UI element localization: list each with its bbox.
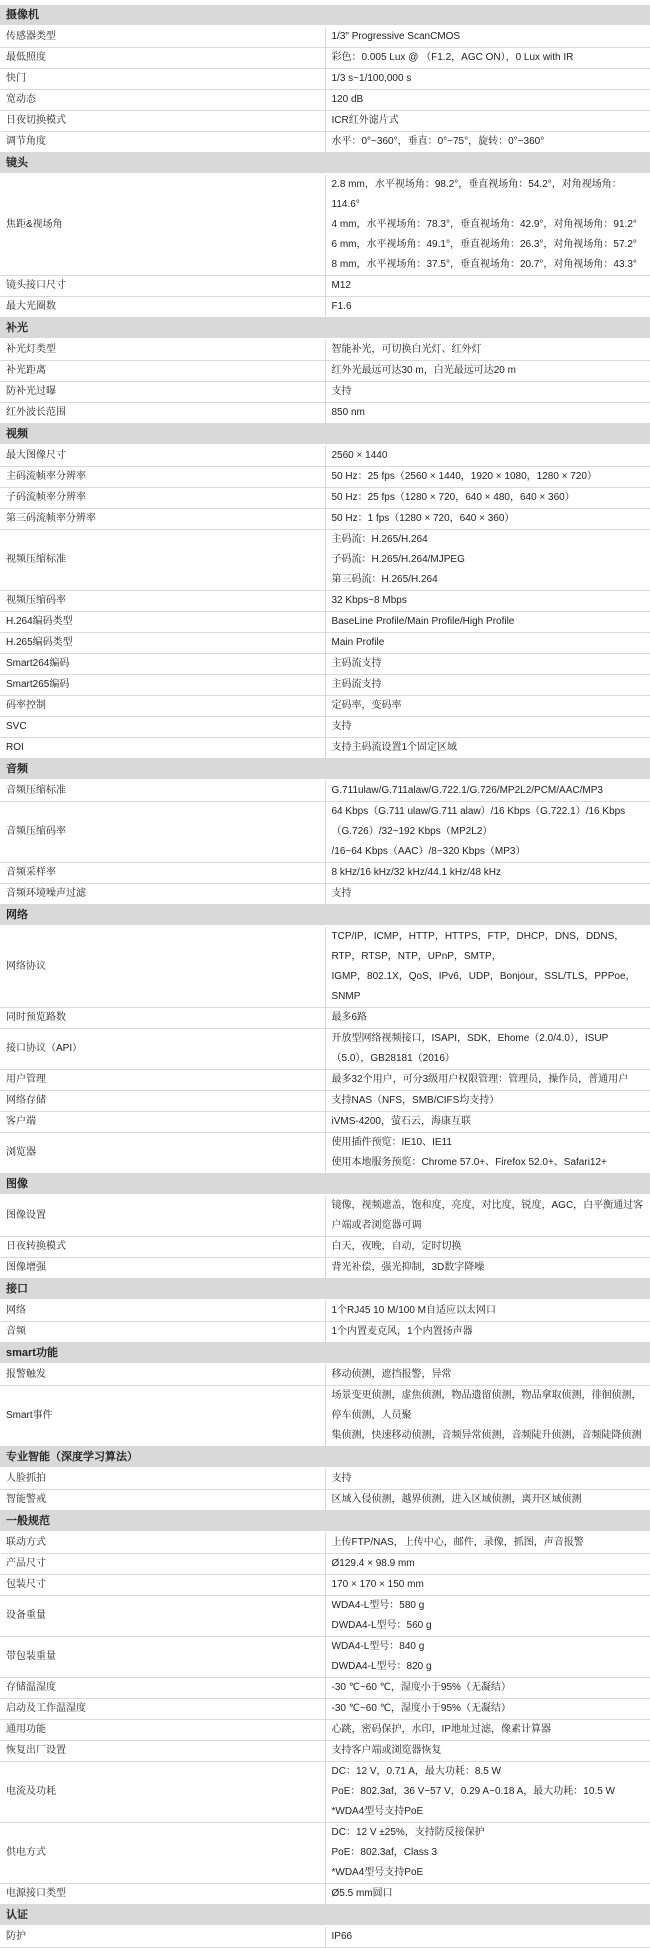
spec-row (0, 1741, 650, 1762)
spec-value-line: -30 ℃~60 ℃，湿度小于95%（无凝结） (331, 1703, 511, 1714)
spec-value (325, 530, 650, 591)
spec-value-line: F1.6 (331, 301, 352, 312)
spec-row (0, 696, 650, 717)
spec-label: 用户管理 (0, 1070, 325, 1091)
spec-value (325, 1008, 650, 1029)
spec-value-line: 支持客户端或浏览器恢复 (331, 1745, 442, 1756)
spec-row (0, 276, 650, 297)
section-header (0, 1343, 650, 1365)
spec-value-line: 开放型网络视频接口，ISAPI，SDK，Ehome（2.0/4.0），ISUP（5.0），GB28181（2016） (331, 1033, 609, 1064)
spec-label: 音频压缩标准 (0, 780, 325, 802)
spec-label: H.265编码类型 (0, 633, 325, 654)
spec-label: 图像设置 (0, 1195, 325, 1237)
spec-value (325, 403, 650, 424)
spec-table (0, 5, 650, 1948)
spec-row (0, 445, 650, 467)
spec-value-line: 使用本地服务预览：Chrome 57.0+、Firefox 52.0+、Safari12+ (331, 1157, 607, 1168)
spec-row (0, 780, 650, 802)
section-title: 音频 (0, 759, 650, 781)
spec-value-line: 120 dB (331, 94, 364, 105)
spec-row (0, 675, 650, 696)
spec-value-line: 1个RJ45 10 M/100 M自适应以太网口 (331, 1305, 496, 1316)
spec-label: 防补光过曝 (0, 382, 325, 403)
spec-value (325, 612, 650, 633)
spec-label: 启动及工作温湿度 (0, 1699, 325, 1720)
spec-label: 日夜切换模式 (0, 111, 325, 132)
section-title: 认证 (0, 1905, 650, 1927)
spec-row (0, 1070, 650, 1091)
spec-value-line: 子码流：H.265/H.264/MJPEG (331, 554, 465, 565)
spec-value-line: Ø5.5 mm圆口 (331, 1888, 393, 1899)
spec-label: 音频 (0, 1322, 325, 1343)
spec-value (325, 1554, 650, 1575)
spec-value (325, 1133, 650, 1174)
spec-label: Smart264编码 (0, 654, 325, 675)
spec-value (325, 717, 650, 738)
section-header (0, 153, 650, 175)
spec-label: 视频压缩码率 (0, 591, 325, 612)
spec-value-line: 850 nm (331, 407, 365, 418)
spec-value-line: M12 (331, 280, 351, 291)
section-title: 镜头 (0, 153, 650, 175)
spec-row (0, 1258, 650, 1279)
section-title: 补光 (0, 318, 650, 340)
spec-value-line: 镜像，视频遮盖，饱和度，亮度，对比度，锐度，AGC，白平衡通过客户端或者浏览器可调 (331, 1200, 644, 1231)
spec-label: 主码流帧率分辨率 (0, 467, 325, 488)
section-header (0, 1905, 650, 1927)
spec-row (0, 1884, 650, 1905)
spec-row (0, 509, 650, 530)
spec-row (0, 1112, 650, 1133)
spec-value-line: DC：12 V，0.71 A，最大功耗：8.5 W (331, 1766, 501, 1777)
spec-value-line: 50 Hz：25 fps（2560 × 1440，1920 × 1080，1280 × 720） (331, 471, 597, 482)
spec-value (325, 1258, 650, 1279)
spec-row (0, 654, 650, 675)
spec-value (325, 276, 650, 297)
spec-value-line: 8 kHz/16 kHz/32 kHz/44.1 kHz/48 kHz (331, 867, 502, 878)
spec-label: 子码流帧率分辨率 (0, 488, 325, 509)
spec-label: 恢复出厂设置 (0, 1741, 325, 1762)
spec-value (325, 1300, 650, 1322)
spec-label: 报警触发 (0, 1364, 325, 1386)
spec-row (0, 1823, 650, 1884)
spec-label: 最大图像尺寸 (0, 445, 325, 467)
spec-label: 视频压缩标准 (0, 530, 325, 591)
spec-label: 音频压缩码率 (0, 802, 325, 863)
spec-value (325, 884, 650, 905)
spec-value (325, 361, 650, 382)
spec-value-line: WDA4-L型号：580 g (331, 1600, 425, 1611)
spec-row (0, 1575, 650, 1596)
spec-row (0, 111, 650, 132)
spec-value-line: 区域入侵侦测，越界侦测，进入区域侦测，离开区域侦测 (331, 1494, 582, 1505)
spec-value (325, 1091, 650, 1112)
spec-row (0, 382, 650, 403)
spec-value-line: 2560 × 1440 (331, 450, 388, 461)
section-title: 一般规范 (0, 1511, 650, 1533)
spec-label: 镜头接口尺寸 (0, 276, 325, 297)
spec-value (325, 696, 650, 717)
spec-value-line: 支持 (331, 386, 352, 397)
spec-value (325, 382, 650, 403)
spec-label: Smart事件 (0, 1386, 325, 1447)
spec-value-line: 6 mm，水平视场角：49.1°，垂直视场角：26.3°，对角视场角：57.2° (331, 239, 637, 250)
spec-label: 客户端 (0, 1112, 325, 1133)
spec-row (0, 1637, 650, 1678)
spec-value (325, 863, 650, 884)
spec-value (325, 1720, 650, 1741)
spec-row (0, 69, 650, 90)
spec-value-line: 32 Kbps~8 Mbps (331, 595, 407, 606)
spec-value-line: 水平：0°~360°，垂直：0°~75°，旋转：0°~360° (331, 136, 545, 147)
spec-label: 接口协议（API） (0, 1029, 325, 1070)
spec-value-line: 移动侦测，遮挡报警，异常 (331, 1369, 452, 1380)
spec-label: 图像增强 (0, 1258, 325, 1279)
spec-row (0, 1699, 650, 1720)
spec-label: 产品尺寸 (0, 1554, 325, 1575)
spec-label: 存储温湿度 (0, 1678, 325, 1699)
spec-row (0, 591, 650, 612)
spec-label: 最大光圈数 (0, 297, 325, 318)
spec-value-line: 最多6路 (331, 1012, 368, 1023)
spec-label: 电源接口类型 (0, 1884, 325, 1905)
section-header (0, 1511, 650, 1533)
spec-value (325, 1926, 650, 1948)
spec-value-line: 8 mm，水平视场角：37.5°，垂直视场角：20.7°，对角视场角：43.3° (331, 259, 637, 270)
spec-value (325, 1823, 650, 1884)
spec-value (325, 69, 650, 90)
spec-row (0, 1364, 650, 1386)
section-title: 专业智能（深度学习算法） (0, 1447, 650, 1469)
spec-value-line: BaseLine Profile/Main Profile/High Profile (331, 616, 515, 627)
spec-row (0, 403, 650, 424)
spec-value (325, 1575, 650, 1596)
spec-row (0, 297, 650, 318)
spec-row (0, 633, 650, 654)
spec-value (325, 488, 650, 509)
spec-row (0, 132, 650, 153)
spec-label: 网络 (0, 1300, 325, 1322)
section-header (0, 1174, 650, 1196)
section-header (0, 1447, 650, 1469)
spec-row (0, 1029, 650, 1070)
spec-value-line: G.711ulaw/G.711alaw/G.722.1/G.726/MP2L2/PCM/AAC/MP3 (331, 785, 603, 796)
spec-label: 补光灯类型 (0, 339, 325, 361)
spec-value (325, 339, 650, 361)
spec-label: Smart265编码 (0, 675, 325, 696)
spec-value (325, 445, 650, 467)
section-title: 图像 (0, 1174, 650, 1196)
spec-label: 联动方式 (0, 1532, 325, 1554)
section-header (0, 5, 650, 26)
spec-value (325, 174, 650, 276)
spec-row (0, 1300, 650, 1322)
spec-value (325, 1699, 650, 1720)
spec-label: 智能警戒 (0, 1490, 325, 1511)
spec-label: 人脸抓拍 (0, 1468, 325, 1490)
spec-row (0, 1195, 650, 1237)
spec-row (0, 717, 650, 738)
spec-label: 通用功能 (0, 1720, 325, 1741)
spec-value (325, 1490, 650, 1511)
spec-label: 包装尺寸 (0, 1575, 325, 1596)
spec-value (325, 926, 650, 1008)
spec-row (0, 174, 650, 276)
spec-value-line: 64 Kbps（G.711 ulaw/G.711 alaw）/16 Kbps（G.722.1）/16 Kbps（G.726）/32~192 Kbps（MP2L2） (331, 806, 626, 837)
spec-row (0, 90, 650, 111)
spec-value-line: 170 × 170 × 150 mm (331, 1579, 424, 1590)
spec-label: 调节角度 (0, 132, 325, 153)
spec-value-line: TCP/IP，ICMP，HTTP，HTTPS，FTP，DHCP，DNS，DDNS，RTP，RTSP，NTP，UPnP，SMTP， (331, 931, 625, 962)
spec-row (0, 738, 650, 759)
spec-row (0, 1322, 650, 1343)
spec-value (325, 780, 650, 802)
spec-value (325, 1532, 650, 1554)
spec-value-line: 支持NAS（NFS，SMB/CIFS均支持） (331, 1095, 500, 1106)
spec-value (325, 1637, 650, 1678)
spec-value-line: 支持主码流设置1个固定区域 (331, 742, 458, 753)
spec-row (0, 488, 650, 509)
spec-value (325, 1468, 650, 1490)
spec-value (325, 1596, 650, 1637)
spec-label: 供电方式 (0, 1823, 325, 1884)
spec-table-body (0, 5, 650, 1948)
spec-value-line: *WDA4型号支持PoE (331, 1806, 424, 1817)
spec-value-line: DC：12 V ±25%，支持防反接保护 (331, 1827, 485, 1838)
spec-value (325, 509, 650, 530)
section-title: 网络 (0, 905, 650, 927)
spec-value-line: 1/3 s~1/100,000 s (331, 73, 412, 84)
spec-label: 电流及功耗 (0, 1762, 325, 1823)
spec-value (325, 738, 650, 759)
spec-label: ROI (0, 738, 325, 759)
spec-value-line: 场景变更侦测，虚焦侦测，物品遗留侦测，物品拿取侦测，徘徊侦测，停车侦测，人员聚 (331, 1390, 642, 1421)
spec-value (325, 1741, 650, 1762)
spec-value (325, 802, 650, 863)
spec-row (0, 48, 650, 69)
spec-value-line: 彩色：0.005 Lux @ （F1.2，AGC ON），0 Lux with IR (331, 52, 574, 63)
spec-value-line: 智能补光，可切换白光灯、红外灯 (331, 344, 482, 355)
spec-value-line: 背光补偿，强光抑制，3D数字降噪 (331, 1262, 485, 1273)
spec-value-line: 最多32个用户，可分3级用户权限管理：管理员，操作员，普通用户 (331, 1074, 629, 1085)
spec-row (0, 1926, 650, 1948)
spec-value-line: 2.8 mm，水平视场角：98.2°，垂直视场角：54.2°，对角视场角：114.6° (331, 179, 622, 210)
spec-label: 传感器类型 (0, 26, 325, 48)
section-title: 摄像机 (0, 5, 650, 26)
spec-value (325, 654, 650, 675)
spec-value-line: 支持 (331, 1473, 352, 1484)
spec-row (0, 1091, 650, 1112)
spec-value-line: Ø129.4 × 98.9 mm (331, 1558, 415, 1569)
spec-label: H.264编码类型 (0, 612, 325, 633)
section-header (0, 318, 650, 340)
section-title: 接口 (0, 1279, 650, 1301)
spec-value-line: *WDA4型号支持PoE (331, 1867, 424, 1878)
spec-value (325, 1678, 650, 1699)
spec-value-line: 白天，夜晚，自动，定时切换 (331, 1241, 462, 1252)
spec-label: SVC (0, 717, 325, 738)
spec-value (325, 48, 650, 69)
spec-row (0, 1133, 650, 1174)
spec-value (325, 1237, 650, 1258)
spec-label: 同时预览路数 (0, 1008, 325, 1029)
spec-value-line: Main Profile (331, 637, 385, 648)
spec-row (0, 26, 650, 48)
spec-value-line: 支持 (331, 721, 352, 732)
spec-label: 码率控制 (0, 696, 325, 717)
spec-row (0, 1678, 650, 1699)
section-header (0, 424, 650, 446)
spec-row (0, 926, 650, 1008)
spec-value (325, 1322, 650, 1343)
spec-value-line: 主码流支持 (331, 679, 382, 690)
spec-value-line: 4 mm，水平视场角：78.3°，垂直视场角：42.9°，对角视场角：91.2° (331, 219, 637, 230)
spec-label: 音频环境噪声过滤 (0, 884, 325, 905)
spec-row (0, 1490, 650, 1511)
spec-value (325, 132, 650, 153)
spec-value-line: 第三码流：H.265/H.264 (331, 574, 438, 585)
spec-value (325, 633, 650, 654)
spec-value (325, 1112, 650, 1133)
spec-label: 日夜转换模式 (0, 1237, 325, 1258)
spec-value-line: DWDA4-L型号：820 g (331, 1661, 432, 1672)
spec-label: 焦距&视场角 (0, 174, 325, 276)
spec-label: 网络存储 (0, 1091, 325, 1112)
spec-value (325, 297, 650, 318)
spec-label: 宽动态 (0, 90, 325, 111)
spec-value (325, 591, 650, 612)
spec-value (325, 26, 650, 48)
spec-row (0, 1468, 650, 1490)
spec-row (0, 467, 650, 488)
spec-value-line: PoE：802.3af，Class 3 (331, 1847, 438, 1858)
spec-value (325, 467, 650, 488)
section-header (0, 905, 650, 927)
spec-value-line: 红外光最远可达30 m，白光最远可达20 m (331, 365, 516, 376)
spec-row (0, 884, 650, 905)
spec-value (325, 1070, 650, 1091)
spec-value-line: 1个内置麦克风，1个内置扬声器 (331, 1326, 473, 1337)
spec-row (0, 1532, 650, 1554)
spec-value (325, 1884, 650, 1905)
spec-row (0, 863, 650, 884)
spec-value (325, 111, 650, 132)
spec-value-line: IP66 (331, 1931, 353, 1942)
spec-value (325, 1364, 650, 1386)
spec-label: 防护 (0, 1926, 325, 1948)
section-title: smart功能 (0, 1343, 650, 1365)
spec-value-line: PoE：802.3af，36 V~57 V，0.29 A~0.18 A，最大功耗：10.5 W (331, 1786, 615, 1797)
spec-label: 第三码流帧率分辨率 (0, 509, 325, 530)
spec-value-line: IGMP，802.1X，QoS，IPv6，UDP，Bonjour，SSL/TLS，PPPoe，SNMP (331, 971, 636, 1002)
spec-row (0, 1237, 650, 1258)
spec-row (0, 1720, 650, 1741)
spec-value (325, 90, 650, 111)
spec-value-line: 使用插件预览：IE10、IE11 (331, 1137, 452, 1148)
spec-value-line: 1/3" Progressive ScanCMOS (331, 31, 461, 42)
spec-label: 补光距离 (0, 361, 325, 382)
spec-label: 红外波长范围 (0, 403, 325, 424)
spec-label: 音频采样率 (0, 863, 325, 884)
spec-row (0, 802, 650, 863)
spec-value (325, 1195, 650, 1237)
spec-row (0, 530, 650, 591)
spec-label: 快门 (0, 69, 325, 90)
spec-value-line: 上传FTP/NAS，上传中心，邮件，录像，抓图，声音报警 (331, 1537, 584, 1548)
spec-row (0, 1554, 650, 1575)
spec-value (325, 1029, 650, 1070)
spec-value-line: 集侦测，快速移动侦测，音频异常侦测，音频陡升侦测，音频陡降侦测 (331, 1430, 642, 1441)
spec-value-line: 主码流：H.265/H.264 (331, 534, 428, 545)
spec-value-line: 支持 (331, 888, 352, 899)
spec-row (0, 612, 650, 633)
spec-row (0, 1386, 650, 1447)
spec-value-line: iVMS-4200，萤石云，海康互联 (331, 1116, 471, 1127)
spec-row (0, 339, 650, 361)
spec-value-line: -30 ℃~60 ℃，湿度小于95%（无凝结） (331, 1682, 511, 1693)
spec-row (0, 1008, 650, 1029)
spec-label: 最低照度 (0, 48, 325, 69)
spec-value-line: 心跳，密码保护，水印，IP地址过滤，像素计算器 (331, 1724, 551, 1735)
spec-value-line: 主码流支持 (331, 658, 382, 669)
spec-value-line: WDA4-L型号：840 g (331, 1641, 425, 1652)
spec-row (0, 1596, 650, 1637)
spec-label: 设备重量 (0, 1596, 325, 1637)
spec-value-line: DWDA4-L型号：560 g (331, 1620, 432, 1631)
spec-label: 网络协议 (0, 926, 325, 1008)
spec-value-line: ICR红外滤片式 (331, 115, 399, 126)
spec-value-line: 定码率，变码率 (331, 700, 402, 711)
spec-value (325, 1386, 650, 1447)
section-header (0, 759, 650, 781)
section-title: 视频 (0, 424, 650, 446)
spec-value (325, 675, 650, 696)
section-header (0, 1279, 650, 1301)
spec-label: 带包装重量 (0, 1637, 325, 1678)
spec-value-line: 50 Hz：25 fps（1280 × 720，640 × 480，640 × 360） (331, 492, 575, 503)
spec-value-line: 50 Hz：1 fps（1280 × 720，640 × 360） (331, 513, 515, 524)
spec-row (0, 361, 650, 382)
spec-value-line: /16~64 Kbps（AAC）/8~320 Kbps（MP3） (331, 846, 526, 857)
spec-label: 浏览器 (0, 1133, 325, 1174)
